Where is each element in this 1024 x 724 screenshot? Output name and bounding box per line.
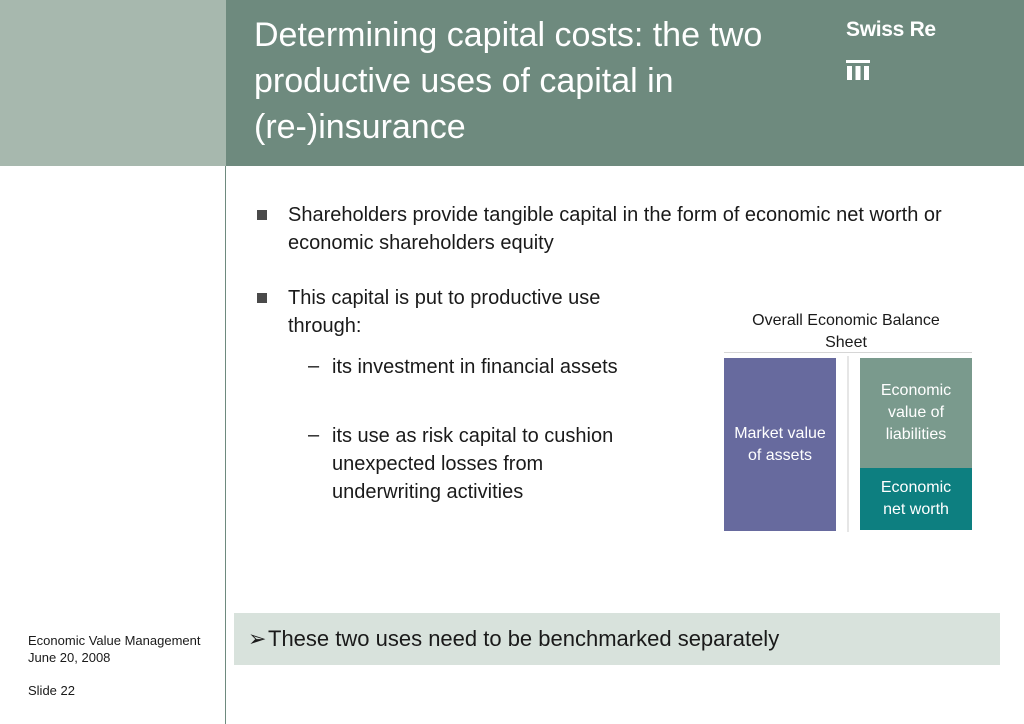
header-left-band	[0, 0, 226, 166]
sub-bullet-marker: –	[308, 355, 320, 377]
slide-title: Determining capital costs: the two productive uses of capital in (re-)insurance	[254, 16, 763, 146]
bullet-text: This capital is put to productive use through:	[288, 287, 601, 337]
sub-bullet-marker: –	[308, 424, 320, 446]
bullet-marker	[257, 293, 267, 303]
market-value-of-assets-block	[724, 358, 836, 531]
net-worth-label: Economic net worth	[880, 479, 952, 518]
bullet-marker	[257, 210, 267, 220]
bullet-text: Shareholders provide tangible capital in the form of economic net worth or economic shareholders equity	[288, 204, 942, 254]
arrow-bullet-icon: ➢	[248, 626, 267, 651]
balance-sheet-title: Overall Economic Balance Sheet	[752, 312, 940, 351]
balance-sheet-divider	[847, 356, 849, 532]
assets-label: Market value of assets	[734, 424, 826, 464]
sub-bullet-text: its use as risk capital to cushion unexpected losses from underwriting activities	[332, 425, 614, 503]
footer-slide-number: Slide 22	[28, 683, 75, 698]
left-divider-line	[225, 166, 226, 724]
footer-presentation-name: Economic Value Management	[28, 633, 201, 648]
conclusion-text: These two uses need to be benchmarked separately	[268, 626, 780, 651]
sub-bullet-text: its investment in financial assets	[332, 356, 618, 378]
liabilities-block	[860, 358, 972, 468]
footer-date: June 20, 2008	[28, 650, 111, 665]
swiss-re-columns-icon	[846, 60, 870, 80]
liabilities-label: Economic value of liabilities	[880, 382, 952, 443]
net-worth-block	[860, 468, 972, 530]
balance-sheet-rule	[724, 352, 972, 353]
brand-name: Swiss Re	[846, 18, 936, 41]
